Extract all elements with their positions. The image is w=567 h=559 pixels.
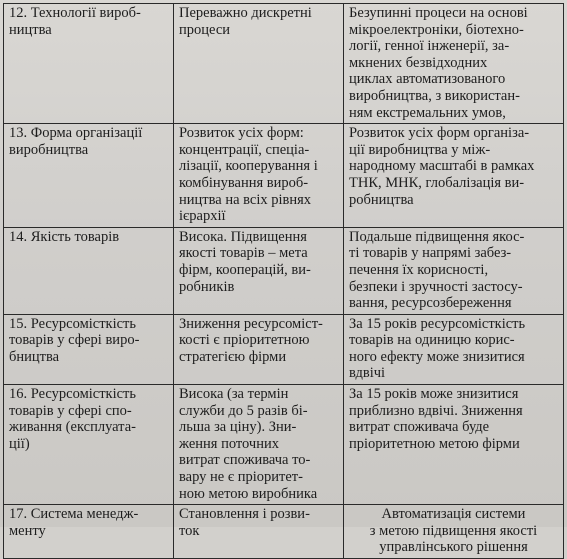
table-row — [4, 124, 564, 228]
table-row — [4, 314, 564, 384]
row-past-cell: Розвиток усіх форм: концентрації, спеціа- лізації, кооперування і комбінування вироб- ництва на всіх рівнях ієрархії — [174, 124, 344, 228]
row-aspect-cell: 17. Система менедж- менту — [4, 505, 174, 559]
row-future-cell: Розвиток усіх форм організа- ції виробництва у між- народному масштабі в рамках ТНК, МНК, глобалізація ви- робництва — [344, 124, 564, 228]
row-past-cell: Становлення і розви- ток — [174, 505, 344, 559]
comparison-table — [3, 3, 564, 559]
row-past-cell: Зниження ресурсоміст- кості є пріоритетною стратегією фірми — [174, 314, 344, 384]
row-future-cell: Автоматизація системи з метою підвищення якості управлінського рішення — [344, 505, 564, 559]
row-aspect-cell: 13. Форма організації виробництва — [4, 124, 174, 228]
row-future-cell: Безупинні процеси на основі мікроелектроніки, біотехно- логії, генної інженерії, за- мкнених безвідходних циклах автоматизованого виробництва, з використан- ням екстремальних умов, — [344, 4, 564, 124]
row-past-cell: Висока (за термін служби до 5 разів бі- льша за ціну). Зни- ження поточних витрат споживача то- вару не є пріоритет- ною метою виробника — [174, 385, 344, 505]
row-past-cell: Висока. Підвищення якості товарів – мета фірм, кооперацій, ви- робників — [174, 227, 344, 314]
row-aspect-cell: 16. Ресурсомісткість товарів у сфері спо- живання (експлуата- ції) — [4, 385, 174, 505]
table-row — [4, 505, 564, 559]
row-aspect-cell: 15. Ресурсомісткість товарів у сфері виро- бництва — [4, 314, 174, 384]
table-row — [4, 227, 564, 314]
row-aspect-cell: 12. Технології вироб- ництва — [4, 4, 174, 124]
row-future-cell: Подальше підвищення якос- ті товарів у напрямі забез- печення їх корисності, безпеки і зручності застосу- вання, ресурсозбереження — [344, 227, 564, 314]
row-aspect-cell: 14. Якість товарів — [4, 227, 174, 314]
row-past-cell: Переважно дискретні процеси — [174, 4, 344, 124]
table-row — [4, 385, 564, 505]
row-future-cell: За 15 років ресурсомісткість товарів на одиницю корис- ного ефекту може знизитися вдвічі — [344, 314, 564, 384]
table-row — [4, 4, 564, 124]
row-future-cell: За 15 років може знизитися приблизно вдвічі. Зниження витрат споживача буде пріоритетною метою фірми — [344, 385, 564, 505]
